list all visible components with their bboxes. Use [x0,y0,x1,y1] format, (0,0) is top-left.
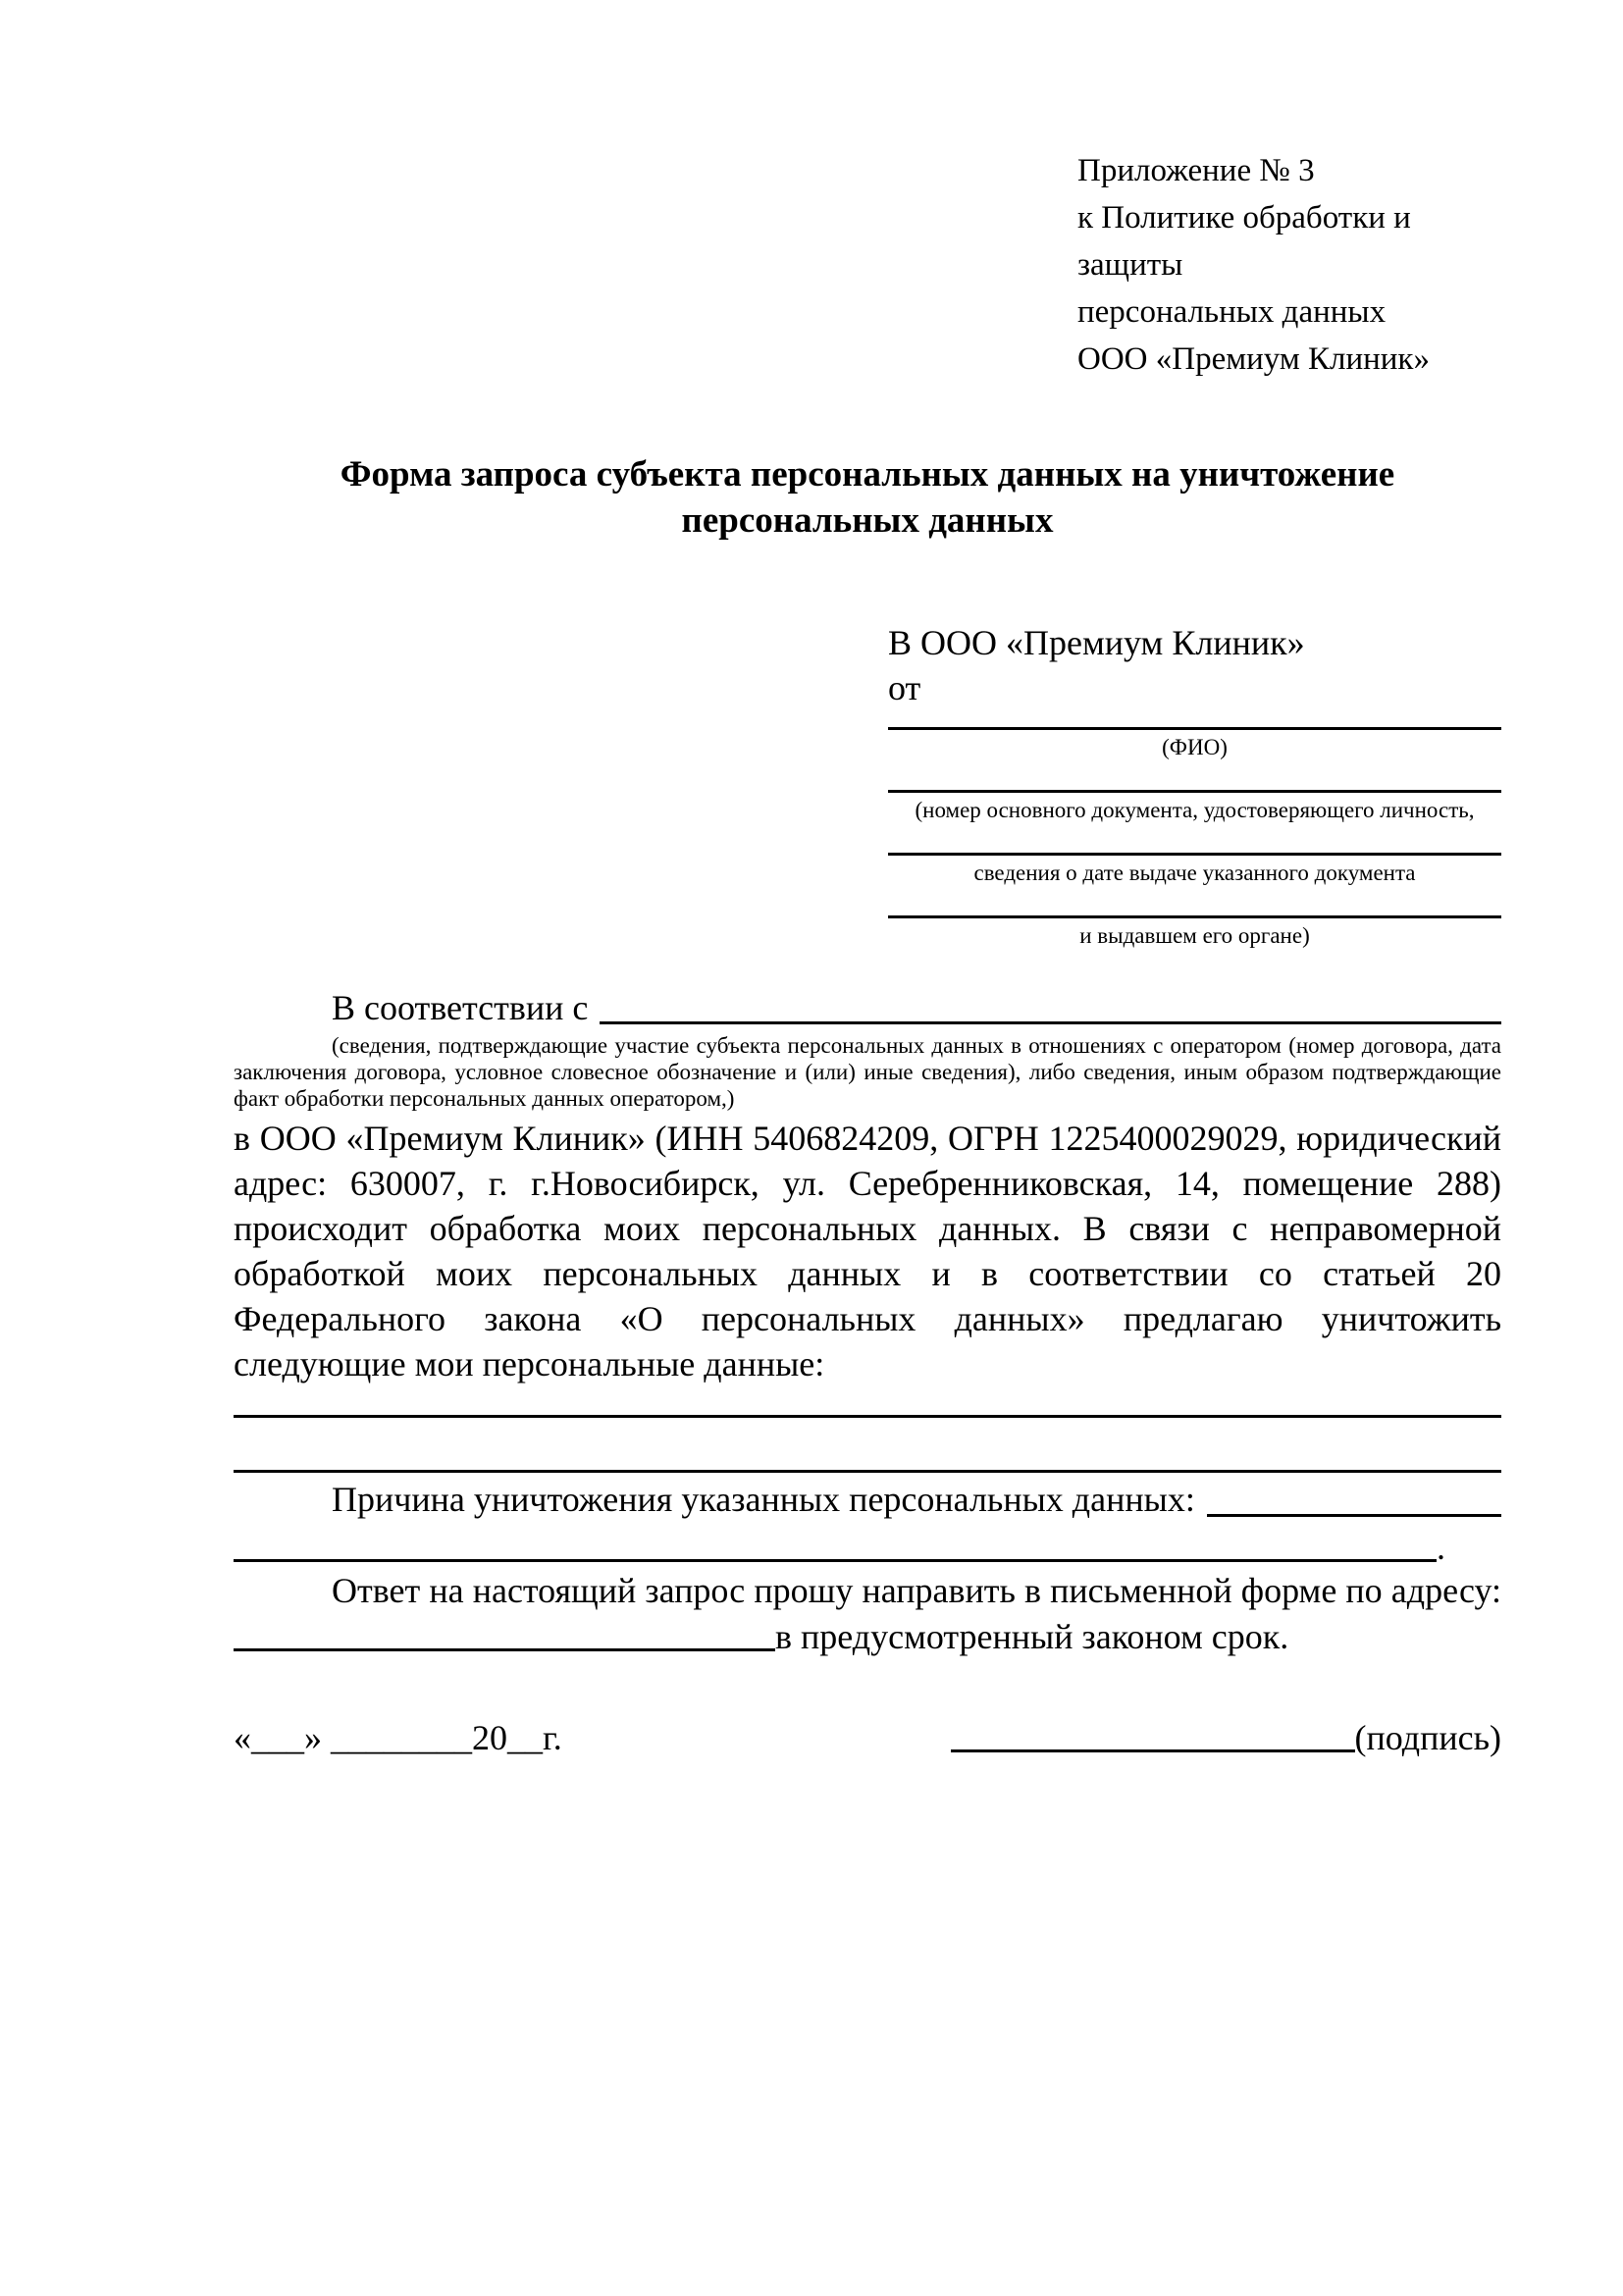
accordance-fill-line [600,985,1501,1024]
appendix-line-2: к Политике обработки и защиты [1077,200,1411,283]
reason-line-period: . [1437,1528,1445,1568]
fio-fill-line [888,710,1501,730]
appendix-line-4: ООО «Премиум Клиник» [1077,341,1430,377]
signature-caption: (подпись) [1354,1718,1501,1757]
accordance-footnote: (сведения, подтверждающие участие субъекта персональных данных в отношениях с оператором (номер договора, дата заключения договора, условное словесное обозначение и (или) иные сведения), либо сведения, иным образом подтверждающие факт обработки персональных данных оператором,) [234,1033,1501,1111]
identity-document-caption: (номер основного документа, удостоверяющего личность, [915,798,1475,822]
fio-caption: (ФИО) [1162,735,1228,759]
addressee-to: В ООО «Премиум Клиник» [888,623,1305,662]
address-fill-row [234,1614,1501,1660]
issuing-authority-caption: и выдавшем его органе) [1079,923,1310,948]
reason-continuation-row [234,1523,1501,1568]
answer-sentence: Ответ на настоящий запрос прошу направить в письменной форме по адресу: [332,1571,1501,1610]
page-title: Форма запроса субъекта персональных данных на уничтожение персональных данных [340,454,1395,541]
accordance-row [234,985,1501,1030]
signature-block [951,1715,1501,1761]
addressee-from-label: от [888,668,921,707]
address-fill-line [234,1614,775,1651]
addressee-block [888,620,1501,950]
appendix-line-1: Приложение № 3 [1077,153,1315,188]
reason-row [234,1477,1501,1523]
main-paragraph: в ООО «Премиум Клиник» (ИНН 5406824209, ОГРН 1225400029029, юридический адрес: 630007, г. г.Новосибирск, ул. Серебренниковская, 14, помещение 288) происходит обработка моих персональных данных. В связи с неправомерной обработкой моих персональных данных и в соответствии со статьей 20 Федерального закона «О персональных данных» предлагаю уничтожить следующие мои персональные данные: [234,1119,1501,1383]
signature-fill-line [951,1715,1355,1752]
identity-document-fill-line [888,761,1501,793]
accordance-label: В соответствии с [332,988,589,1027]
personal-data-fill-line-1 [234,1386,1501,1418]
date-template: «___» ________20__г. [234,1718,562,1757]
issuing-authority-fill-line [888,887,1501,918]
reason-label: Причина уничтожения указанных персональных данных: [332,1480,1195,1519]
personal-data-fill-line-2 [234,1418,1501,1473]
appendix-line-3: персональных данных [1077,294,1387,330]
answer-sentence-suffix: в предусмотренный законом срок. [775,1617,1289,1656]
reason-fill-line [1207,1477,1501,1517]
issue-date-fill-line [888,824,1501,856]
issue-date-caption: сведения о дате выдаче указанного документа [973,861,1416,885]
date-signature-row [234,1715,1501,1761]
appendix-header [1077,147,1501,383]
reason-fill-line-2 [234,1523,1437,1562]
